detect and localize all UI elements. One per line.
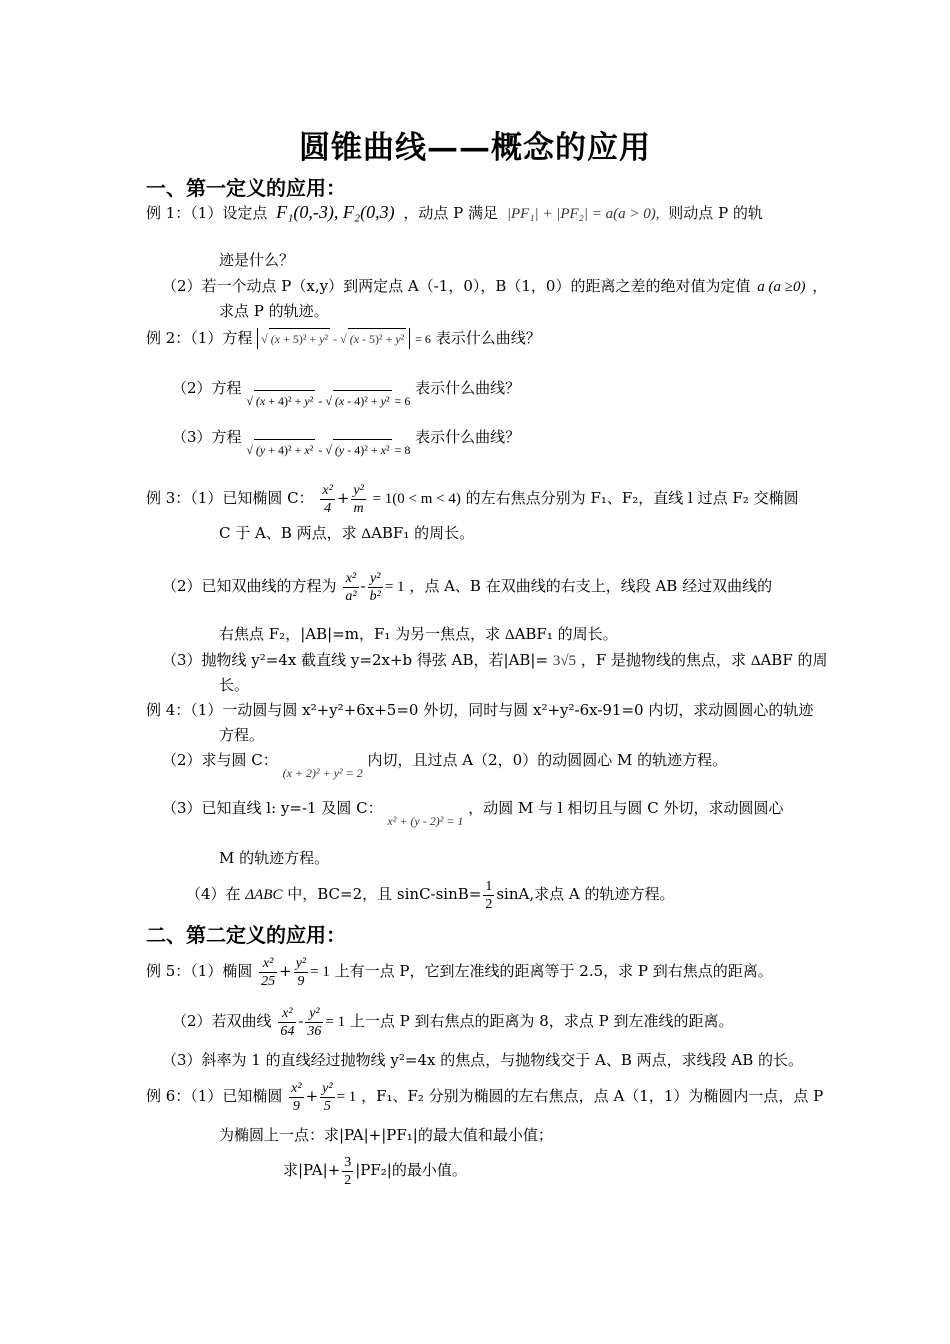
example-4-part-4: （4）在 ΔABC 中，BC=2，且 sinC-sinB= $\frac{1}{2}$ sinA,求点 A 的轨迹方程。 (186, 878, 675, 912)
example-5-part-3: （3）斜率为 1 的直线经过抛物线 y²=4x 的焦点，与抛物线交于 A、B 两点，求线段 AB 的长。 (162, 1051, 804, 1069)
example-2-part-2: （2）方程 $_{√ (x + 4)^2 + y^2 - √ (x - 4)^2 + y^2 = 6}$ 表示什么曲线？ (172, 378, 520, 399)
example-1-line-1: 例 1：（1）设定点 F₁(0,-3), F₂(0,3) ，动点 P 满足 |PF₁| + |PF₂| = a(a > 0), 则动点 P 的轨 (146, 202, 763, 222)
math-three-root-five: 3√5 (552, 653, 577, 669)
math-sqrt-difference-3: √ (y + 4)² + x² - √ (y - 4)² + x² = 8 (246, 443, 410, 457)
example-6-part-1: 例 6：（1）已知椭圆 $\frac{\text{x²}}{9}$ + $\frac{\text{y²}}{5}$ = 1 ，F₁、F₂ 分别为椭圆的左右焦点，点 A（1，1）为椭圆内一点，点 P (146, 1080, 824, 1114)
example-3-part-2: （2）已知双曲线的方程为 $\frac{\text{x²}}{\text{a²}}$ - $\frac{\text{y²}}{\text{b²}}$ = 1 ，点 A、B 在双曲线的右支上，线段 AB 经过双曲线的 (162, 570, 773, 604)
math-constant-a: a (a ≥0) (757, 279, 806, 295)
math-abs-sqrt-difference: √ (x + 5)² + y² - √ (x - 5)² + y² (257, 328, 410, 349)
example-3-part-3: （3）抛物线 y²=4x 截直线 y=2x+b 得弦 AB，若|AB|= 3√5 ，F 是抛物线的焦点，求 ΔABF 的周 (162, 651, 828, 669)
section-heading-first-definition: 一、第一定义的应用： (146, 176, 346, 200)
example-4-part-3-line-2: M 的轨迹方程。 (219, 849, 330, 867)
example-6-part-1-line-2: 为椭圆上一点：求|PA|+|PF₁|的最大值和最小值； (219, 1126, 553, 1144)
math-condition: |PF₁| + |PF₂| = a(a > 0), (506, 206, 660, 222)
example-3-part-1: 例 3：（1）已知椭圆 C： $\frac{\text{x²}}{4}$ + $\frac{\text{y²}}{m}$ = 1(0 < m < 4) 的左右焦点分别为 F₁、F₂，直线 l 过点 F₂ 交椭圆 (146, 482, 799, 516)
example-1-line-2: 迹是什么？ (219, 251, 295, 269)
example-2-part-3: （3）方程 $_{√ (y + 4)^2 + x^2 - √ (y - 4)^2 + x^2 = 8}$ 表示什么曲线？ (172, 427, 520, 448)
section-heading-second-definition: 二、第二定义的应用： (146, 923, 346, 947)
example-5-part-1: 例 5：（1）椭圆 $\frac{\text{x²}}{25}$ + $\frac{\text{y²}}{9}$ = 1 上有一点 P，它到左准线的距离等于 2.5，求 P 到右焦点的距离。 (146, 955, 773, 989)
example-5-part-2: （2）若双曲线 $\frac{\text{x²}}{64}$ - $\frac{\text{y²}}{36}$ = 1 上一点 P 到右焦点的距离为 8，求点 P 到左准线的距离。 (172, 1005, 734, 1039)
math-circle-c-1: (x + 2)² + y² = 2 (282, 766, 363, 780)
math-triangle-abc: ΔABC (245, 887, 283, 903)
example-4-part-1: 例 4：（1）一动圆与圆 x²+y²+6x+5=0 外切，同时与圆 x²+y²-6x-91=0 内切，求动圆圆心的轨迹 (146, 701, 814, 719)
example-4-part-3: （3）已知直线 l: y=-1 及圆 C： $_{x^2 + (y - 2)^2 = 1}$ ，动圆 M 与 l 相切且与圆 C 外切，求动圆圆心 (162, 799, 784, 828)
page-title: 圆锥曲线——概念的应用 (299, 130, 651, 166)
example-6-part-2: 求|PA|+ $\frac{3}{2}$ |PF₂|的最小值。 (283, 1154, 467, 1188)
math-circle-c-2: x² + (y - 2)² = 1 (387, 814, 464, 828)
example-4-part-1-line-2: 方程。 (219, 726, 265, 744)
example-3-part-2-line-2: 右焦点 F₂，|AB|=m，F₁ 为另一焦点，求 ΔABF₁ 的周长。 (219, 625, 618, 643)
example-2-part-1: 例 2：（1）方程 √ (x + 5)² + y² - √ (x - 5)² + y² = 6 表示什么曲线？ (146, 329, 541, 347)
math-sqrt-difference-2: √ (x + 4)² + y² - √ (x - 4)² + y² = 6 (246, 394, 410, 408)
math-ellipse-condition: = 1(0 < m < 4) (372, 491, 461, 507)
example-4-part-2: （2）求与圆 C： $_{(x + 2)^2 + y^2 = 2}$ 内切，且过点 A（2，0）的动圆圆心 M 的轨迹方程。 (162, 751, 728, 780)
math-fixed-points: F₁(0,-3), F₂(0,3) (276, 202, 395, 222)
example-1-part-2-line-2: 求点 P 的轨迹。 (219, 302, 329, 320)
example-3-part-3-line-2: 长。 (219, 676, 250, 694)
example-1-part-2: （2）若一个动点 P（x,y）到两定点 A（-1，0），B（1，0）的距离之差的绝对值为定值 a (a ≥0) ， (162, 277, 828, 295)
example-3-part-1-line-2: C 于 A、B 两点，求 ΔABF₁ 的周长。 (219, 524, 475, 542)
